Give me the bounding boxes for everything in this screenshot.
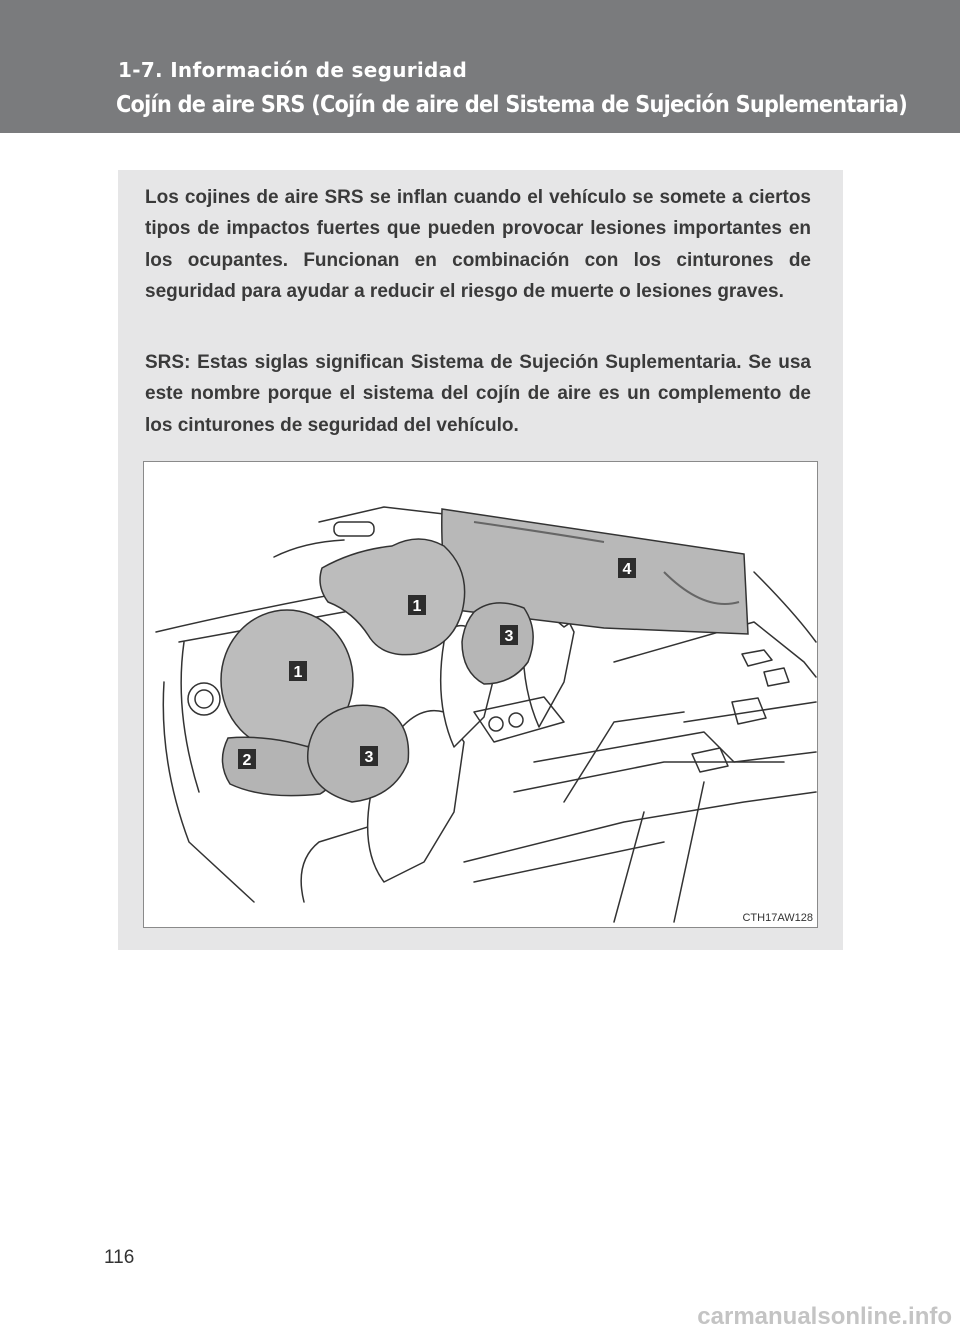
figure-code: CTH17AW128: [742, 912, 813, 924]
page-title: Cojín de aire SRS (Cojín de aire del Sistema de Sujeción Suplementaria): [116, 92, 908, 118]
airbag-illustration: [143, 461, 818, 928]
page-header: [0, 0, 960, 133]
section-label: 1-7. Información de seguridad: [118, 58, 468, 82]
callout-side-driver: 3: [364, 749, 374, 766]
callout-curtain: 4: [622, 561, 632, 578]
callout-knee: 2: [242, 752, 252, 769]
front-passenger-airbag: [320, 539, 465, 655]
callout-driver-front: 1: [293, 664, 303, 681]
airbag-diagram: [144, 462, 817, 927]
callout-passenger-front: 1: [412, 598, 422, 615]
callout-side-passenger: 3: [504, 628, 514, 645]
srs-definition-paragraph: SRS: Estas siglas significan Sistema de Sujeción Suplementaria. Se usa este nombre porque el sistema del cojín de aire es un complemento de los cinturones de seguridad del vehículo.: [145, 352, 811, 436]
page-number: 116: [104, 1247, 135, 1268]
watermark: carmanualsonline.info: [697, 1303, 952, 1330]
side-airbag-passenger: [462, 603, 533, 684]
intro-paragraph: Los cojines de aire SRS se inflan cuando el vehículo se somete a ciertos tipos de impactos fuertes que pueden provocar lesiones importantes en los ocupantes. Funcionan en combinación con los cinturones de seguridad para ayudar a reducir el riesgo de muerte o lesiones graves.: [145, 187, 811, 303]
